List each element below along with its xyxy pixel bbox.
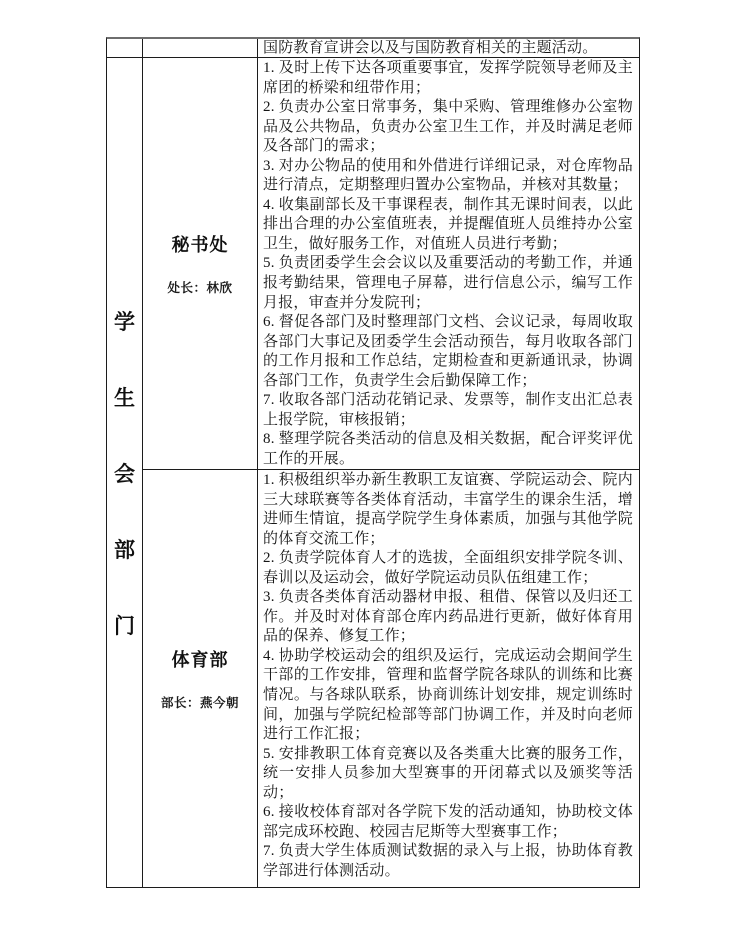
continuation-empty-cell-dept xyxy=(143,39,258,58)
duties-sports xyxy=(258,470,639,887)
duty-item: 6. 督促各部门及时整理部门文档、会议记录，每周收取各部门大事记及团委学生会活动预告，每月收取各部门的工作月报和工作总结，定期检查和更新通讯录，协调各部门工作，负责学生会后勤保障工作； xyxy=(263,314,633,389)
duty-item: 2. 负责办公室日常事务，集中采购、管理维修办公室物品及公共物品，负责办公室卫生工作，并及时满足老师及各部门的需求； xyxy=(263,99,633,155)
duty-item: 2. 负责学院体育人才的选拔，全面组织安排学院冬训、春训以及运动会，做好学院运动员队伍组建工作； xyxy=(263,550,633,586)
duty-item: 5. 负责团委学生会会议以及重要活动的考勤工作，并通报考勤结果，管理电子屏幕，进行信息公示，编写工作月报，审查并分发院刊； xyxy=(263,255,633,311)
department-name: 秘书处 xyxy=(171,235,229,255)
continuation-text: 国防教育宣讲会以及与国防教育相关的主题活动。 xyxy=(258,39,639,58)
section-title-char: 学 xyxy=(114,309,135,334)
department-leader: 处长：林欣 xyxy=(167,281,233,295)
department-cell-secretariat xyxy=(143,58,258,470)
student-union-department-table xyxy=(106,37,640,888)
duty-item: 1. 及时上传下达各项重要事宜，发挥学院领导老师及主席团的桥梁和纽带作用； xyxy=(263,60,633,96)
duties-secretariat xyxy=(258,58,639,470)
duty-item: 4. 协助学校运动会的组织及运行，完成运动会期间学生干部的工作安排，管理和监督学院各球队的训练和比赛情况。与各球队联系，协商训练计划安排，规定训练时间，加强与学院纪检部等部门协调工作，并及时向老师进行工作汇报； xyxy=(263,647,633,743)
duty-item: 6. 接收校体育部对各学院下发的活动通知，协助校文体部完成环校跑、校园吉尼斯等大型赛事工作； xyxy=(263,804,633,840)
continuation-empty-cell-group xyxy=(107,39,143,58)
duty-item: 3. 对办公物品的使用和外借进行详细记录，对仓库物品进行清点，定期整理归置办公室物品，并核对其数量； xyxy=(263,157,633,194)
duty-item: 1. 积极组织举办新生教职工友谊赛、学院运动会、院内三大球联赛等各类体育活动，丰富学生的课余生活，增进师生情谊，提高学院学生身体素质，加强与其他学院的体育交流工作； xyxy=(263,472,633,547)
duty-item: 3. 负责各类体育活动器材申报、租借、保管以及归还工作。并及时对体育部仓库内药品进行更新，做好体育用品的保养、修复工作； xyxy=(263,589,633,645)
duty-item: 7. 收取各部门活动花销记录、发票等，制作支出汇总表上报学院，审核报销； xyxy=(263,392,633,428)
duty-item: 8. 整理学院各类活动的信息及相关数据，配合评奖评优工作的开展。 xyxy=(263,431,633,467)
section-title-char: 门 xyxy=(114,613,135,638)
duty-item: 4. 收集副部长及干事课程表，制作其无课时间表，以此排出合理的办公室值班表，并提醒值班人员维持办公室卫生，做好服务工作，对值班人员进行考勤； xyxy=(263,196,633,252)
section-title xyxy=(107,58,143,887)
department-cell-sports xyxy=(143,470,258,887)
section-title-char: 生 xyxy=(114,385,135,410)
department-leader: 部长：燕今朝 xyxy=(160,696,239,710)
department-name: 体育部 xyxy=(171,650,229,670)
duty-item: 5. 安排教职工体育竞赛以及各类重大比赛的服务工作，统一安排人员参加大型赛事的开闭幕式以及颁奖等活动； xyxy=(263,745,633,801)
section-title-char: 会 xyxy=(114,461,135,486)
section-title-char: 部 xyxy=(114,537,135,562)
duty-item: 7. 负责大学生体质测试数据的录入与上报，协助体育教学部进行体测活动。 xyxy=(263,843,633,879)
